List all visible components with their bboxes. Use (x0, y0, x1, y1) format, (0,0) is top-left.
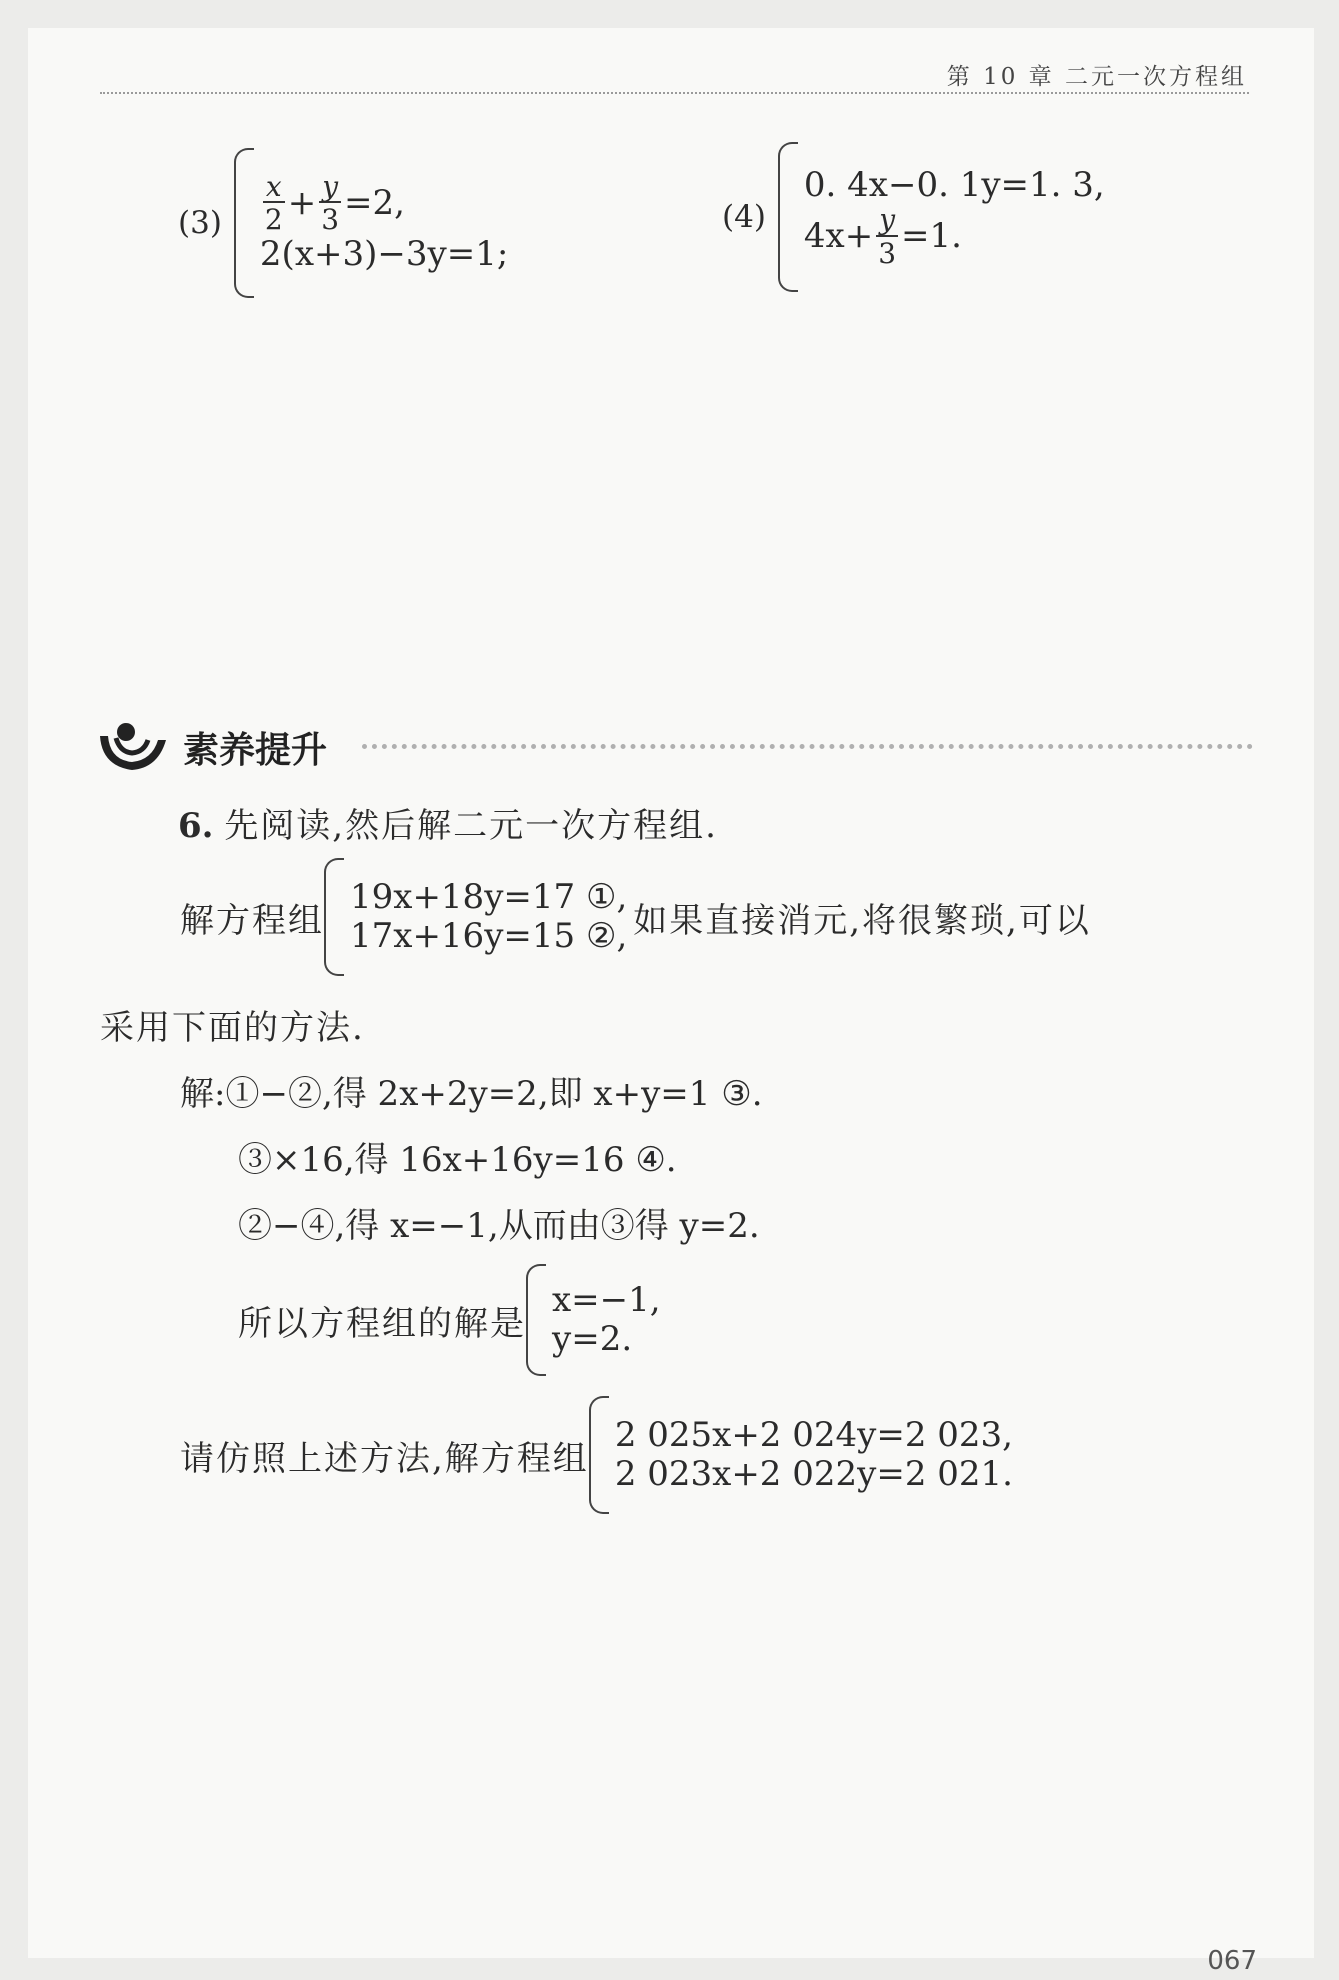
answer-system (238, 1264, 661, 1376)
problem-intro-text: 先阅读,然后解二元一次方程组. (224, 806, 718, 846)
equation-1: 0. 4x−0. 1y=1. 3, (803, 165, 1105, 206)
solution-line-3: ②−④,得 x=−1,从而由③得 y=2. (238, 1206, 760, 1246)
solution-line-1: 解:①−②,得 2x+2y=2,即 x+y=1 ③. (180, 1074, 763, 1114)
answer-prefix: 所以方程组的解是 (238, 1303, 526, 1344)
continued-text: 采用下面的方法. (100, 1008, 365, 1048)
equation-1: x=−1, (552, 1279, 661, 1320)
system-item-4 (722, 142, 1105, 292)
item-label-4: (4) (722, 199, 766, 235)
textbook-page (28, 28, 1314, 1958)
item-label-3: (3) (178, 205, 222, 241)
equation-2: 2 023x+2 022y=2 021. (614, 1454, 1013, 1494)
brace (778, 142, 798, 292)
brace (526, 1264, 546, 1376)
equation-2: 17x+16y=15 ②, (350, 916, 628, 956)
section-title: 素养提升 (183, 730, 328, 771)
equations (552, 1281, 661, 1359)
task-prefix: 请仿照上述方法,解方程组 (180, 1438, 589, 1479)
section-divider (362, 744, 1253, 749)
brace (234, 148, 254, 298)
running-head: 第 10 章 二元一次方程组 (946, 64, 1247, 90)
task-system (180, 1396, 1013, 1514)
fraction: $\frac{x}{2}$ (264, 170, 283, 237)
system-suffix: 如果直接消元,将很繁琐,可以 (633, 900, 1091, 941)
equations (260, 172, 508, 274)
brace (324, 858, 344, 976)
brace (589, 1396, 609, 1514)
problem-number: 6. (178, 806, 214, 846)
equations (804, 166, 1105, 268)
equation-1: 19x+18y=17 ①, (350, 876, 628, 917)
given-system (180, 858, 1091, 976)
equation-2: y=2. (552, 1319, 633, 1359)
equation-1: 2 025x+2 024y=2 023, (614, 1414, 1013, 1455)
fraction: $\frac{y}{3}$ (878, 203, 897, 270)
fraction: $\frac{y}{3}$ (321, 170, 340, 237)
equations (615, 1416, 1013, 1494)
header-divider (100, 92, 1249, 94)
solution-line-2: ③×16,得 16x+16y=16 ④. (238, 1140, 677, 1180)
problem-6-intro (178, 798, 718, 847)
page-number: 067 (1207, 1946, 1257, 1976)
literacy-section-icon (96, 718, 170, 774)
equation-1: $\frac{x}{2}$ + $\frac{y}{3}$ =2, (264, 170, 405, 237)
equation-2: 2(x+3)−3y=1; (259, 233, 509, 274)
equation-2: 4x+ $\frac{y}{3}$ =1. (803, 203, 962, 270)
equations (350, 878, 627, 956)
system-prefix: 解方程组 (180, 900, 324, 941)
system-item-3 (178, 148, 508, 298)
